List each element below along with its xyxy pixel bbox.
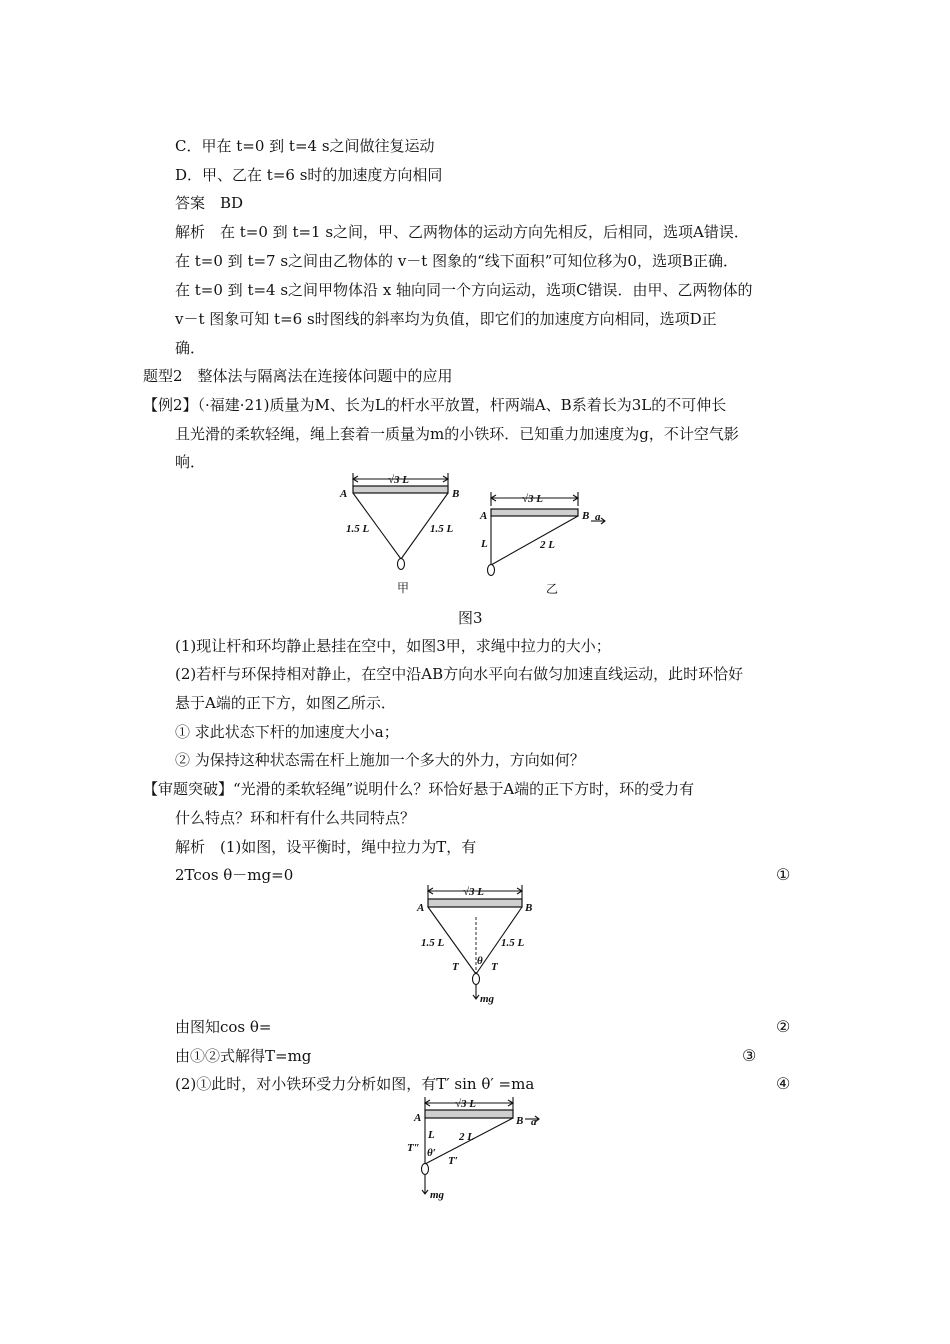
equation-number-3: ③ — [742, 1046, 757, 1065]
top-length: √3 L — [455, 1098, 477, 1110]
top-length: √3 L — [463, 886, 485, 898]
analysis-line-4: v－t 图象可知 t=6 s时图线的斜率均为负值，即它们的加速度方向相同，选项D正 — [175, 310, 717, 328]
question-2-line-2: 悬于A端的正下方，如图乙所示． — [175, 694, 396, 712]
figure-3-jia — [338, 469, 468, 594]
top-length: √3 L — [522, 493, 544, 505]
ring — [398, 559, 405, 570]
left-length: 1.5 L — [346, 523, 370, 535]
tension-diag: T′ — [448, 1155, 458, 1167]
force-diagram-2 — [405, 1094, 555, 1204]
rod — [425, 1110, 513, 1118]
label-a-accel: a — [595, 511, 601, 523]
tension-left: T — [452, 961, 459, 973]
section-heading: 题型2 整体法与隔离法在连接体问题中的应用 — [143, 367, 453, 385]
label-yi: 乙 — [546, 582, 559, 596]
question-2-part-1: ① 求此状态下杆的加速度大小a； — [175, 723, 399, 741]
equation-4: (2)①此时，对小铁环受力分析如图，有T′ sin θ′ =ma — [175, 1075, 535, 1093]
label-jia: 甲 — [397, 581, 410, 595]
right-length: 1.5 L — [430, 523, 454, 535]
label-b: B — [582, 510, 590, 522]
example-line-3: 响． — [175, 453, 206, 471]
analysis-line-1: 解析 在 t=0 到 t=1 s之间，甲、乙两物体的运动方向先相反，后相同，选项A错误． — [175, 223, 749, 241]
equation-number-2: ② — [776, 1017, 791, 1036]
rod — [428, 899, 522, 907]
label-a: A — [414, 1112, 422, 1124]
equation-number-4: ④ — [776, 1074, 791, 1093]
left-length: L — [481, 538, 488, 550]
analysis-line-3: 在 t=0 到 t=4 s之间甲物体沿 x 轴向同一个方向运动，选项C错误．由甲、乙两物体的 — [175, 281, 753, 299]
analysis-line-5: 确． — [175, 339, 206, 357]
equation-number-1: ① — [776, 865, 791, 884]
weight-mg: mg — [430, 1189, 445, 1201]
theta: θ — [477, 955, 483, 967]
label-a-accel: a — [531, 1116, 537, 1128]
equation-3: 由①②式解得T=mg — [175, 1047, 312, 1065]
solution-line-1: 解析 (1)如图，设平衡时，绳中拉力为T，有 — [175, 838, 477, 856]
answer: 答案 BD — [175, 194, 244, 212]
figure-caption: 图3 — [458, 609, 483, 627]
rod — [491, 509, 578, 516]
equation-2: 由图知cos θ= — [175, 1018, 272, 1036]
label-b: B — [452, 488, 460, 500]
option-d: D．甲、乙在 t=6 s时的加速度方向相同 — [175, 166, 443, 184]
left-length: 1.5 L — [421, 937, 445, 949]
question-2-line-1: (2)若杆与环保持相对静止，在空中沿AB方向水平向右做匀加速直线运动，此时环恰好 — [175, 665, 744, 683]
label-a: A — [417, 902, 425, 914]
label-a: A — [340, 488, 348, 500]
tension-right: T — [491, 961, 498, 973]
label-b: B — [516, 1115, 524, 1127]
top-length: √3 L — [388, 474, 410, 486]
ring — [488, 565, 495, 576]
example-line-1: 【例2】（·福建·21)质量为M、长为L的杆水平放置，杆两端A、B系着长为3L的不可伸长 — [143, 396, 727, 414]
question-1: (1)现让杆和环均静止悬挂在空中，如图3甲，求绳中拉力的大小； — [175, 637, 611, 655]
right-length: 1.5 L — [501, 937, 525, 949]
question-2-part-2: ② 为保持这种状态需在杆上施加一个多大的外力，方向如何？ — [175, 751, 585, 769]
option-c: C．甲在 t=0 到 t=4 s之间做往复运动 — [175, 137, 435, 155]
equation-1: 2Tcos θ－mg=0 — [175, 866, 294, 884]
label-b: B — [525, 902, 533, 914]
left-length: L — [428, 1129, 435, 1141]
theta-prime: θ′ — [427, 1147, 436, 1159]
rod — [353, 486, 448, 493]
ring — [422, 1164, 429, 1175]
tension-vertical: T″ — [407, 1142, 420, 1154]
example-line-2: 且光滑的柔软轻绳，绳上套着一质量为m的小铁环．已知重力加速度为g，不计空气影 — [175, 425, 739, 443]
weight-mg: mg — [480, 993, 495, 1005]
figure-3-yi — [478, 490, 618, 615]
force-diagram-1 — [416, 882, 546, 1007]
ring — [473, 974, 480, 985]
breakthrough-line-1: 【审题突破】“光滑的柔软轻绳”说明什么？环恰好悬于A端的正下方时，环的受力有 — [143, 780, 695, 798]
label-a: A — [480, 510, 488, 522]
breakthrough-line-2: 什么特点？环和杆有什么共同特点？ — [175, 809, 416, 827]
analysis-line-2: 在 t=0 到 t=7 s之间由乙物体的 v－t 图象的“线下面积”可知位移为0，选项B正确． — [175, 252, 738, 270]
diag-length: 2 L — [540, 539, 555, 551]
diag-length: 2 L — [459, 1131, 474, 1143]
